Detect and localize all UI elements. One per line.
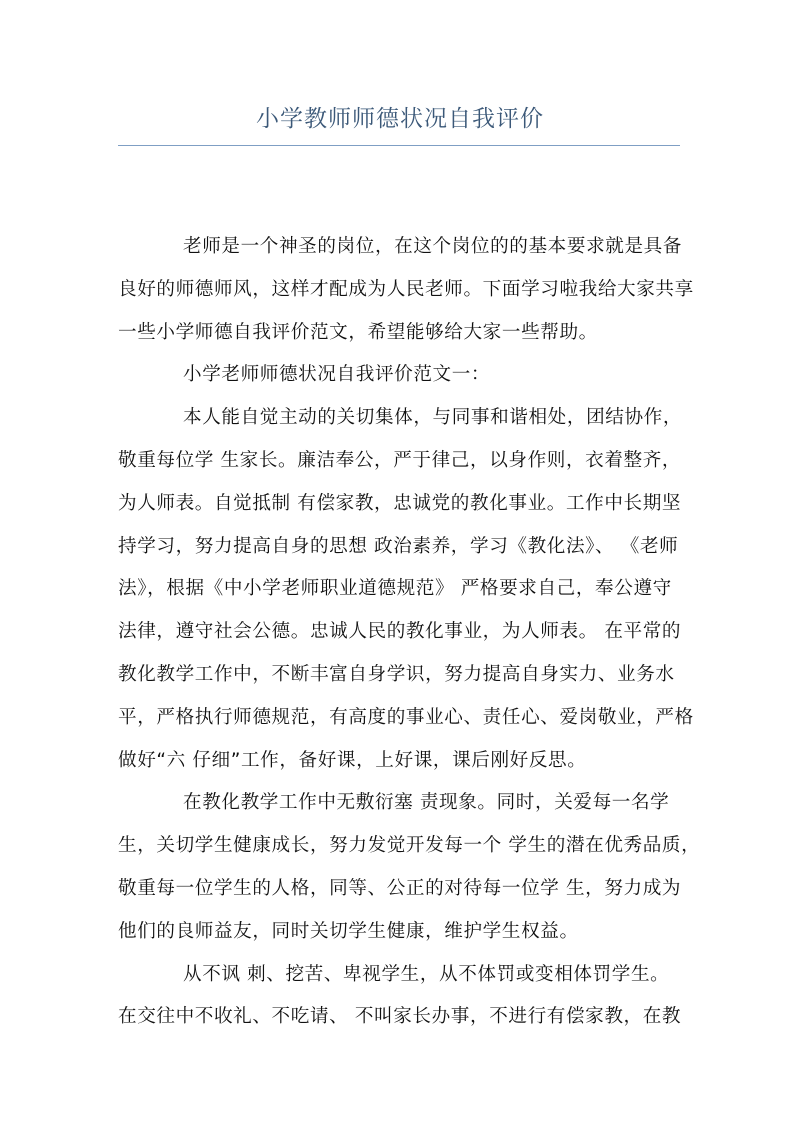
paragraph-line: 敬重每一位学生的人格，同等、公正的对待每一位学 生，努力成为 <box>118 877 682 899</box>
paragraph-line: 持学习，努力提高自身的思想 政治素养，学习《教化法》、 《老师 <box>118 535 679 557</box>
paragraph-line: 他们的良师益友，同时关切学生健康，维护学生权益。 <box>118 920 579 942</box>
paragraph-line: 教化教学工作中，不断丰富自身学识，努力提高自身实力、业务水 <box>118 663 675 685</box>
paragraph-line: 敬重每位学 生家长。廉洁奉公，严于律己，以身作则，衣着整齐， <box>118 449 682 471</box>
paragraph-line: 生，关切学生健康成长，努力发觉开发每一个 学生的潜在优秀品质， <box>118 835 701 857</box>
paragraph-line: 为人师表。自觉抵制 有偿家教，忠诚党的教化事业。工作中长期坚 <box>118 492 682 514</box>
paragraph-line: 平，严格执行师德规范，有高度的事业心、责任心、爱岗敬业，严格 <box>118 706 694 728</box>
document-title: 小学教师师德状况自我评价 <box>256 106 544 132</box>
document-body <box>118 234 701 1047</box>
paragraph-line: 法》，根据《中小学老师职业道德规范》 严格要求自己，奉公遵守 <box>118 578 672 600</box>
paragraph-line: 法律，遵守社会公德。忠诚人民的教化事业，为人师表。 在平常的 <box>118 621 682 643</box>
paragraph-line: 在交往中不收礼、不吃请、 不叫家长办事，不进行有偿家教，在教 <box>118 1006 682 1028</box>
title-divider <box>118 145 680 146</box>
paragraph-line: 做好“六 仔细”工作，备好课，上好课，课后刚好反思。 <box>118 749 587 771</box>
paragraph-line: 老师是一个神圣的岗位，在这个岗位的的基本要求就是具备 <box>183 236 683 257</box>
paragraph-line: 在教化教学工作中无敷衍塞 责现象。同时，关爱每一名学 <box>183 792 670 814</box>
paragraph-line: 小学老师师德状况自我评价范文一： <box>183 364 491 386</box>
paragraph-line: 良好的师德师风，这样才配成为人民老师。下面学习啦我给大家共享 <box>118 278 694 300</box>
paragraph-line: 从不讽 刺、挖苦、卑视学生，从不体罚或变相体罚学生。 <box>183 963 670 985</box>
paragraph-line: 本人能自觉主动的关切集体，与同事和谐相处，团结协作， <box>183 407 683 429</box>
paragraph-line: 一些小学师德自我评价范文，希望能够给大家一些帮助。 <box>118 321 598 343</box>
